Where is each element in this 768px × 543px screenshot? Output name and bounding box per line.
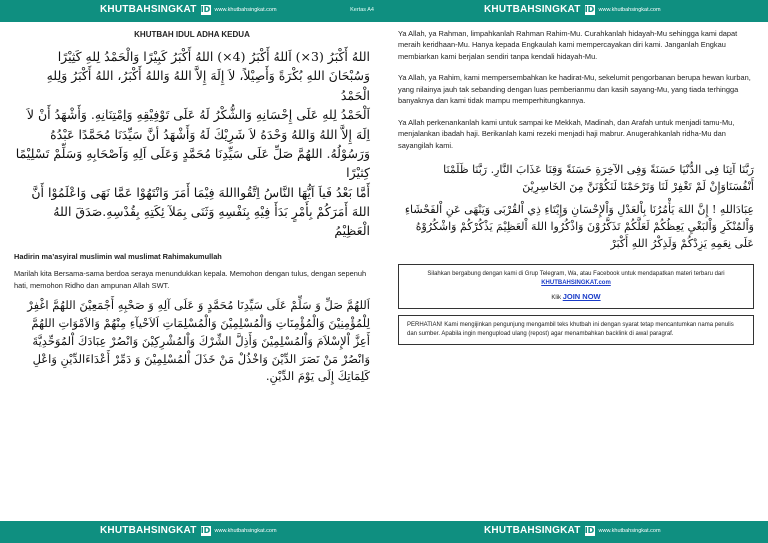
arabic-takbir: اللهُ أَكْبَرُ (3×) اَللهُ أَكْبَرُ (4×) اللهُ أَكْبَرُ كَبِيْرًا وَالْحَمْدُ لِلهِ كَثِيْرًا وَسُبْحَانَ اللهِ بُكْرَةً وَأَصِيْلاً، لاَ إِلَهَ إِلاَّ اللهُ وَاللهُ أَكْبَرُ، اللهُ أَكْبَرُ وَلِلهِ الْحَمْدُ <box>46 49 370 103</box>
intro-paragraph: Marilah kita Bersama-sama berdoa seraya menundukkan kepala. Memohon dengan tulus, dengan sepenuh hati, memohon Ridho dan ampunan Allah SWT. <box>14 269 367 290</box>
notice-box <box>398 315 754 345</box>
join-text: Silahkan bergabung dengan kami di Grup Telegram, Wa, atau Facebook untuk mendapatkan materi terbaru dari <box>427 271 725 278</box>
site-link[interactable]: KHUTBAHSINGKAT.com <box>541 280 611 287</box>
brand-header[interactable] <box>484 4 661 15</box>
left-content <box>14 28 370 386</box>
doa-paragraph-2: Ya Allah, ya Rahim, kami mempersembahkan ke hadirat-Mu, sekelumit pengorbanan berupa hewan kurban, yang nilainya jauh tak sebanding dengan luas pemberianmu dan kasih sayang-Mu, yang tiada terhingga banyaknya dan kami tidak mampu memperhitungkannya. <box>398 73 751 106</box>
brand-logo: KHUTBAHSINGKAT <box>100 4 197 15</box>
brand-footer[interactable] <box>100 525 277 536</box>
arabic-doa: اَللهُمَّ صَلِّ وَ سَلِّمْ عَلَى سَيِّدِنَا مُحَمَّدٍ وَ عَلَى آلِهِ وَ صَحْبِهِ أَجْمَعِيْنَ اللهُمَّ اغْفِرْ لِلْمُؤْمِنِيْنَ وَالْمُؤْمِنَاتِ وَالْمُسْلِمِيْنَ وَالْمُسْلِمَاتِ اَلاَحْيآءِ مِنْهُمْ وَالاَمْوَاتِ اللهُمَّ أَعِزَّ اْلإِسْلاَمَ وَاْلمُسْلِمِيْنَ وَأَذِلَّ الشِّرْكَ وَاْلمُشْرِكِيْنَ وَانْصُرْ عِبَادَكَ اْلمُوَحِّدِيَّةَ وَانْصُرْ مَنْ نَصَرَ الدِّيْنَ وَاخْذُلْ مَنْ خَذَلَ اْلمُسْلِمِيْنَ وَ دَمِّرْ أَعْدَاءَالدِّيْنِ وَاعْلِ كَلِمَاتِكَ إِلَى يَوْمَ الدِّيْنِ. <box>27 298 370 384</box>
brand-url: www.khutbahsingkat.com <box>214 527 277 534</box>
join-now-link[interactable]: JOIN NOW <box>562 292 601 302</box>
header-band <box>0 0 384 22</box>
brand-badge-icon: ID <box>584 525 595 535</box>
join-box <box>398 264 754 309</box>
right-content <box>398 28 754 345</box>
brand-logo: KHUTBAHSINGKAT <box>484 525 581 536</box>
brand-url: www.khutbahsingkat.com <box>598 527 661 534</box>
brand-url: www.khutbahsingkat.com <box>598 6 661 13</box>
brand-badge-icon: ID <box>200 4 211 14</box>
doa-paragraph-3: Ya Allah perkenankanlah kami untuk sampai ke Mekkah, Madinah, dan Arafah untuk menjadi tamu-Mu, menjalankan ibadah haji. Berikanlah kami rezeki menjadi haji mabrur. Anugerahkanlah ridha-Mu dan sayangilah kami. <box>398 117 735 150</box>
arabic-rabbana: رَبَّنَا آتِنَا فِى الدُّنْيَا حَسَنَةً وَفِى الآخِرَةِ حَسَنَةً وَقِنَا عَذَابَ النَّارِ. رَبَّنَا ظَلَمْنَا أَنْفُسَنَاوَإِنْ لَمْ تَغْفِرْ لَنَا وَتَرْحَمْنَا لَنَكُوْنَنَّ مِنَ الخَاسِرِيْنَ <box>443 163 754 194</box>
brand-badge-icon: ID <box>584 4 595 14</box>
brand-badge-icon: ID <box>200 525 211 535</box>
brand-logo: KHUTBAHSINGKAT <box>100 525 197 536</box>
header-band <box>384 0 768 22</box>
footer-band <box>0 521 384 543</box>
arabic-hamdalah: اَلْحَمْدُ لِلهِ عَلَى إِحْسَانِهِ وَالشُّكْرُ لَهُ عَلَى تَوْفِيْقِهِ وَاِمْتِنَانِهِ. وَأَشْهَدُ أَنْ لاَ اِلَهَ إِلاَّ اللهُ وَاللهُ وَحْدَهُ لاَ شَرِيْكَ لَهُ وَأَشْهَدُ أنَّ سَيِّدَنَا مُحَمَّدًا عَبْدُهُ وَرَسُوْلُهُ. اللهُمَّ صَلِّ عَلَى سَيِّدِنَا مُحَمَّدٍ وَعَلَى اَلِهِ وَاَصْحَابِهِ وَسَلِّمْ تَسْلِيْمًا كِثيْرًا <box>15 107 370 181</box>
right-page <box>384 0 768 543</box>
brand-footer[interactable] <box>484 525 661 536</box>
arabic-amma-badu: أَمَّا بَعْدُ فَياَ اَيُّهَا النَّاسُ اِتَّقُوااللهَ فِيْمَا أَمَرَ وَانْتَهُوْا عَمَّا نَهَى وَاعْلَمُوْا أَنَّ اللهَ أَمَرَكُمْ بِأَمْرٍ بَدَأَ فِيْهِ بِنَفْسِهِ وَثَنَى بِمَلآ ئِكَتِهِ بِقُدْسِهِ.صَدَقَ اللهُ الْعَظِيْمُ <box>31 184 370 239</box>
arabic-ibadallah: عِبَادَاللهِ ! إِنَّ اللهَ يَأْمُرُنَا بِاْلعَدْلِ وَاْلإِحْسَانِ وَإِيْتَاءِ ذِي اْلقُرْبَى وَيَنْهَى عَنِ اْلفَحْشَاءِ وَاْلمُنْكَرِ وَاْلبَغْيِ يَعِظُكُمْ لَعَلَّكُمْ تَذَكَّرُوْنَ وَاذْكُرُوا اللهَ اْلعَظِيْمَ يَذْكُرْكُمْ وَاشْكُرُوْهُ عَلَى نِعَمِهِ يَزِدْكُمْ وَلَذِكْرُ اللهِ أَكْبَرْ <box>404 203 754 251</box>
paper-size-label: Kertas A4 <box>350 7 374 13</box>
brand-header[interactable] <box>100 4 277 15</box>
section-heading: Hadirin ma’asyiral muslimin wal muslimat Rahimakumullah <box>14 251 222 261</box>
page-title: KHUTBAH IDUL ADHA KEDUA <box>134 30 250 39</box>
brand-url: www.khutbahsingkat.com <box>214 6 277 13</box>
brand-logo: KHUTBAHSINGKAT <box>484 4 581 15</box>
doa-paragraph-1: Ya Allah, ya Rahman, limpahkanlah Rahman Rahim-Mu. Curahkanlah hidayah-Mu sehingga kami dapat meraih keridhaan-Mu. Hanya kepada Engkaulah kami mempercayakan diri kami. Janganlah Engkau membiarkan kami berjalan sendiri tanpa kendali hidayah-Mu. <box>398 29 738 61</box>
klik-label: Klik <box>551 295 562 302</box>
footer-band <box>384 521 768 543</box>
notice-text: PERHATIAN! Kami mengijinkan pengunjung mengambil teks khutbah ini dengan syarat tetap mencantumkan nama penulis dan sumber. Apabila ingin mengupload ulang (repost) agar menambahkan backlink di awal paragraf. <box>407 322 734 338</box>
